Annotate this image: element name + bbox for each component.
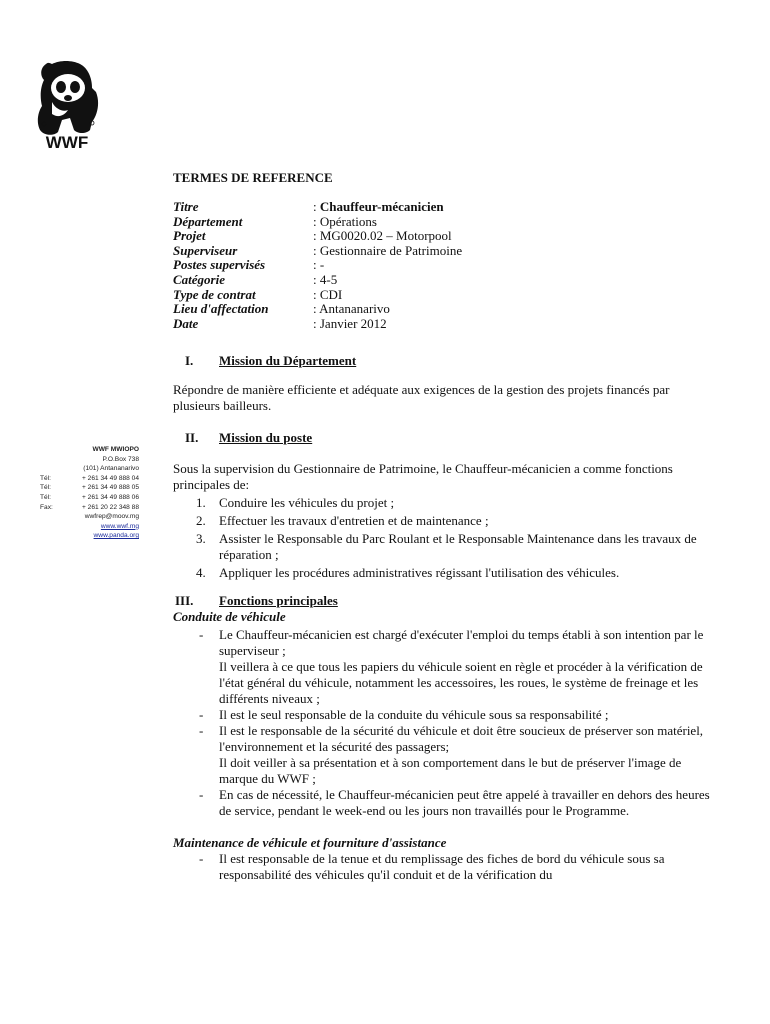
list-item: - Il est le seul responsable de la conduite du véhicule sous sa responsabilité ; (199, 707, 609, 723)
panda-org-link[interactable]: www.panda.org (93, 532, 139, 540)
panda-logo-icon (30, 58, 104, 150)
fax-row: Fax: + 261 20 22 348 88 (40, 503, 139, 511)
wwf-mg-link[interactable]: www.wwf.mg (100, 522, 139, 530)
meta-row-lieu: Lieu d'affectation : Antananarivo (173, 301, 390, 317)
document-body (173, 170, 718, 883)
meta-row-departement: Département : Opérations (173, 213, 377, 229)
list-item-continuation: Il doit veiller à sa présentation et à son comportement dans le but de préserver l'image de marque du WWF ; (219, 755, 682, 787)
list-item: - Le Chauffeur-mécanicien est chargé d'exécuter l'emploi du temps établi à son intention par le superviseur ; (199, 627, 704, 659)
wwf-logo (30, 58, 104, 150)
city: (101) Antananarivo (83, 465, 139, 473)
list-item: 1. Conduire les véhicules du projet ; (196, 495, 395, 511)
phone-row: Tél: + 261 34 49 888 06 (40, 493, 139, 501)
subheading-conduite: Conduite de véhicule (173, 609, 286, 625)
section-heading-2: II. Mission du poste (185, 430, 313, 446)
meta-table (173, 200, 718, 331)
section-heading-1: I. Mission du Département (185, 353, 357, 369)
list-item: - En cas de nécessité, le Chauffeur-mécanicien peut être appelé à travailler en dehors des heures de service, pendant le week-end ou les jours non travaillés pour le Programme. (199, 787, 710, 819)
email: wwfrep@moov.mg (84, 513, 139, 521)
section-2-intro: Sous la supervision du Gestionnaire de Patrimoine, le Chauffeur-mécanicien a comme fonctions principales de: (173, 461, 673, 493)
meta-row-contrat: Type de contrat : CDI (173, 286, 343, 302)
meta-row-date: Date : Janvier 2012 (173, 315, 387, 331)
org-name: WWF MWIOPO (92, 446, 139, 453)
list-item: 2. Effectuer les travaux d'entretien et de maintenance ; (196, 513, 489, 529)
meta-row-categorie: Catégorie : 4-5 (173, 271, 338, 287)
meta-row-superviseur: Superviseur : Gestionnaire de Patrimoine (173, 242, 463, 258)
meta-row-titre: Titre : Chauffeur-mécanicien (173, 199, 444, 214)
section-1-text: Répondre de manière efficiente et adéquate aux exigences de la gestion des projets financés par plusieurs bailleurs. (173, 382, 670, 414)
conduite-list (173, 627, 718, 819)
list-item: - Il est responsable de la tenue et du remplissage des fiches de bord du véhicule sous sa responsabilité des véhicules qu'il conduit et de la vérification du (199, 851, 665, 883)
logo-wordmark: WWF (45, 133, 89, 150)
list-item: 3. Assister le Responsable du Parc Roulant et le Responsable Maintenance dans les travaux de réparation ; (196, 531, 697, 563)
phone-row: Tél: + 261 34 49 888 04 (40, 474, 139, 482)
task-list (173, 495, 718, 581)
po-box: P.O.Box 738 (102, 455, 139, 463)
subheading-maintenance: Maintenance de véhicule et fourniture d'assistance (173, 835, 447, 851)
meta-row-projet: Projet : MG0020.02 – Motorpool (173, 228, 452, 244)
list-item: 4. Appliquer les procédures administratives régissant l'utilisation des véhicules. (196, 565, 620, 581)
list-item: - Il est le responsable de la sécurité du véhicule et doit être soucieux de préserver son matériel, l'environnement et la sécurité des passagers; (199, 723, 704, 755)
phone-row: Tél: + 261 34 49 888 05 (40, 484, 139, 492)
list-item-continuation: Il veillera à ce que tous les papiers du véhicule soient en règle et procéder à la vérification de l'état général du véhicule, notamment les accessoires, les roues, le système de freinage et les différents niveaux ; (219, 659, 703, 707)
section-heading-3: III. Fonctions principales (175, 593, 338, 609)
meta-row-postes: Postes supervisés : - (173, 257, 325, 273)
contact-sidebar (40, 445, 139, 541)
maintenance-list (173, 851, 718, 883)
document-title: TERMES DE REFERENCE (173, 170, 333, 185)
